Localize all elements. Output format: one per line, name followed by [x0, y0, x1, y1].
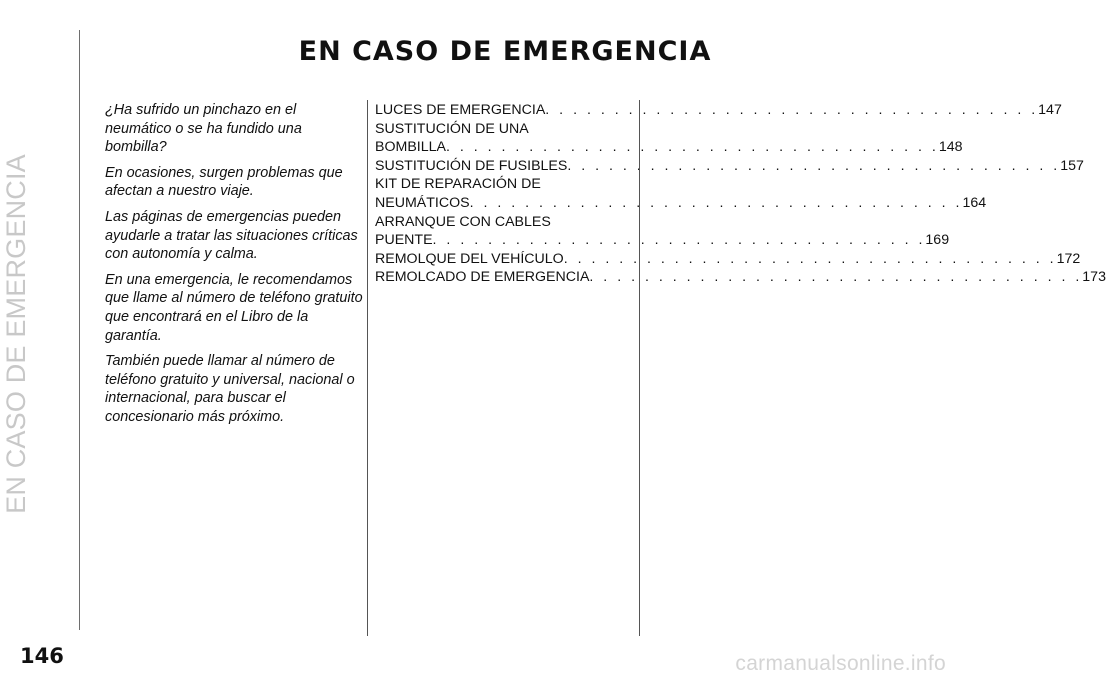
toc-entry-luces[interactable]: LUCES DE EMERGENCIA . . . . . . . . . . . . . . . . . . . . . . . . . . . . . . . . . . . . 147 [375, 102, 1062, 118]
intro-text [105, 101, 363, 434]
column-divider [367, 100, 368, 636]
page-title: EN CASO DE EMERGENCIA [298, 36, 712, 67]
toc-entry-page: 157 [1060, 157, 1084, 174]
intro-paragraph: En ocasiones, surgen problemas que afectan a nuestro viaje. [105, 164, 343, 200]
toc-entry-page: 172 [1056, 250, 1081, 267]
toc-entry-page: 148 [938, 139, 963, 156]
toc-entry-bombilla[interactable]: SUSTITUCIÓN DE UNA BOMBILLA . . . . . . . . . . . . . . . . . . . . . . . . . . . . . . . . . . . . 148 [375, 120, 963, 156]
toc-entry-page: 164 [962, 194, 987, 211]
intro-paragraph: En una emergencia, le recomendamos que llame al número de teléfono gratuito que encontrará en el Libro de la garantía. [105, 271, 363, 344]
side-divider [79, 30, 80, 630]
toc-entry-lead: ARRANQUE CON CABLES [375, 213, 551, 230]
toc-entry-title: SUSTITUCIÓN DE FUSIBLES [375, 157, 568, 174]
toc-entry-title: PUENTE [375, 232, 433, 249]
toc-entry-neumaticos[interactable]: KIT DE REPARACIÓN DE NEUMÁTICOS . . . . . . . . . . . . . . . . . . . . . . . . . . . . . . . . . . . . 164 [375, 176, 987, 211]
intro-paragraph: También puede llamar al número de teléfono gratuito y universal, nacional o internacional, para buscar el concesionario más próximo. [105, 353, 355, 425]
toc-entry-remolque[interactable]: REMOLQUE DEL VEHÍCULO . . . . . . . . . . . . . . . . . . . . . . . . . . . . . . . . . . . . 172 [375, 250, 1081, 267]
section-side-label: EN CASO DE EMERGENCIA [1, 154, 31, 514]
toc-entry-remolcado[interactable]: REMOLCADO DE EMERGENCIA . . . . . . . . . . . . . . . . . . . . . . . . . . . . . . . . . . . . 173 [375, 269, 1106, 286]
watermark-text: carmanualsonline.info [735, 652, 946, 675]
toc-entry-title: BOMBILLA [375, 139, 446, 156]
toc-entry-lead: SUSTITUCIÓN DE UNA [375, 120, 529, 137]
toc-entry-fusibles[interactable]: SUSTITUCIÓN DE FUSIBLES . . . . . . . . . . . . . . . . . . . . . . . . . . . . . . . . . . . . 157 [375, 157, 1084, 174]
toc-entry-title: NEUMÁTICOS [375, 194, 470, 211]
toc-entry-arranque[interactable]: ARRANQUE CON CABLES PUENTE . . . . . . . . . . . . . . . . . . . . . . . . . . . . . . . . . . . . 169 [375, 213, 950, 249]
toc-entry-lead: KIT DE REPARACIÓN DE [375, 176, 541, 193]
toc-entry-page: 169 [925, 232, 950, 249]
table-of-contents [375, 101, 1106, 287]
column-divider-right [639, 100, 640, 636]
toc-entry-title: LUCES DE EMERGENCIA [375, 102, 546, 118]
intro-paragraph: ¿Ha sufrido un pinchazo en el neumático o se ha fundido una bombilla? [105, 102, 302, 156]
toc-entry-page: 173 [1082, 269, 1106, 286]
page-number: 146 [20, 644, 64, 668]
toc-entry-title: REMOLQUE DEL VEHÍCULO [375, 250, 564, 267]
toc-entry-title: REMOLCADO DE EMERGENCIA [375, 269, 590, 286]
toc-entry-page: 147 [1038, 102, 1062, 118]
intro-paragraph: Las páginas de emergencias pueden ayudarle a tratar las situaciones críticas con autonomía y calma. [105, 208, 358, 263]
